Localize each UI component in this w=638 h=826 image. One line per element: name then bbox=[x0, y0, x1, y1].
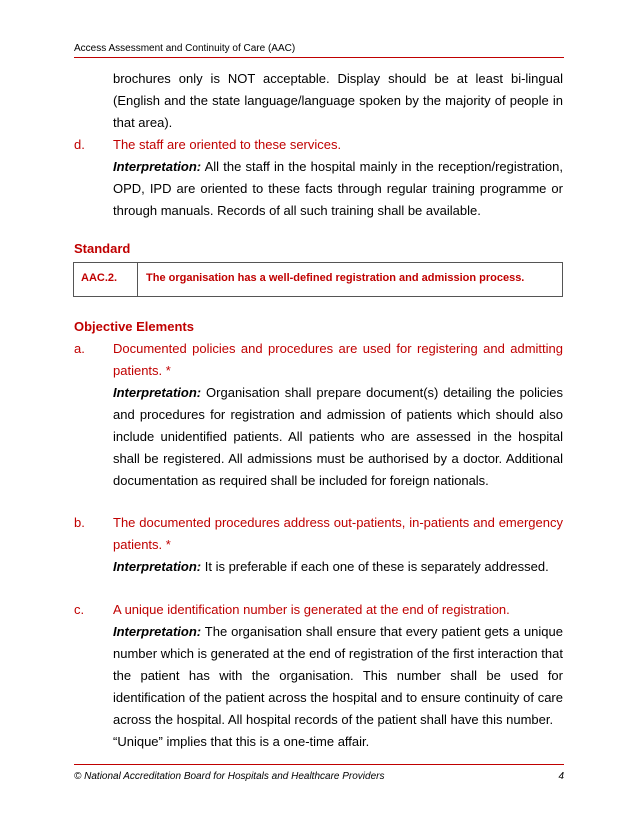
header-divider bbox=[74, 57, 564, 58]
interpretation-label: Interpretation: bbox=[113, 624, 202, 639]
item-a-statement: Documented policies and procedures are used for registering and admitting patients. * bbox=[113, 341, 563, 378]
item-b-marker: b. bbox=[74, 515, 85, 530]
interpretation-text: It is preferable if each one of these is separately addressed. bbox=[201, 559, 549, 574]
item-c-statement: A unique identification number is generated at the end of registration. bbox=[113, 602, 510, 617]
item-a-interpretation bbox=[113, 382, 563, 492]
item-c-interpretation bbox=[113, 621, 563, 731]
interpretation-text: Organisation shall prepare document(s) detailing the policies and procedures for registration and admission of patients which should also include unidentified patients. All patients who are assessed in the hospital shall be registered. All admissions must be authorised by a doctor. Additional documentation as required shall be included for foreign nationals. bbox=[113, 385, 563, 488]
interpretation-label: Interpretation: bbox=[113, 559, 202, 574]
standard-box bbox=[73, 262, 563, 297]
page-number: 4 bbox=[558, 771, 564, 782]
item-b-interpretation bbox=[113, 556, 563, 578]
running-header: Access Assessment and Continuity of Care (AAC) bbox=[74, 43, 296, 54]
item-b-statement: The documented procedures address out-patients, in-patients and emergency patients. * bbox=[113, 515, 563, 552]
footer-divider bbox=[74, 764, 564, 765]
page-footer bbox=[74, 771, 564, 783]
item-c-extra-note: “Unique” implies that this is a one-time affair. bbox=[113, 734, 370, 749]
item-c-marker: c. bbox=[74, 602, 85, 617]
objective-heading: Objective Elements bbox=[74, 319, 194, 334]
intro-paragraph: brochures only is NOT acceptable. Display should be at least bi-lingual (English and the state language/language spoken by the majority of people in that area). bbox=[113, 71, 563, 130]
footer-copyright: © National Accreditation Board for Hospitals and Healthcare Providers bbox=[74, 771, 385, 782]
interpretation-text: All the staff in the hospital mainly in the reception/registration, OPD, IPD are oriented to these facts through regular training programme or through manuals. Records of all such training shall be available. bbox=[113, 159, 563, 218]
standard-code: AAC.2. bbox=[74, 263, 138, 296]
item-d-interpretation bbox=[113, 156, 563, 222]
interpretation-text: The organisation shall ensure that every patient gets a unique number which is generated at the end of registration of the first interaction that the patient has with the organisation. This number shall be used for identification of the patient across the hospital and to ensure continuity of care across the hospital. All hospital records of the patient shall have this number. bbox=[113, 624, 563, 727]
interpretation-label: Interpretation: bbox=[113, 159, 202, 174]
standard-heading: Standard bbox=[74, 241, 131, 256]
interpretation-label: Interpretation: bbox=[113, 385, 202, 400]
item-d-marker: d. bbox=[74, 137, 85, 152]
standard-text: The organisation has a well-defined registration and admission process. bbox=[146, 272, 525, 284]
item-a-marker: a. bbox=[74, 341, 85, 356]
item-d-statement: The staff are oriented to these services. bbox=[113, 137, 342, 152]
